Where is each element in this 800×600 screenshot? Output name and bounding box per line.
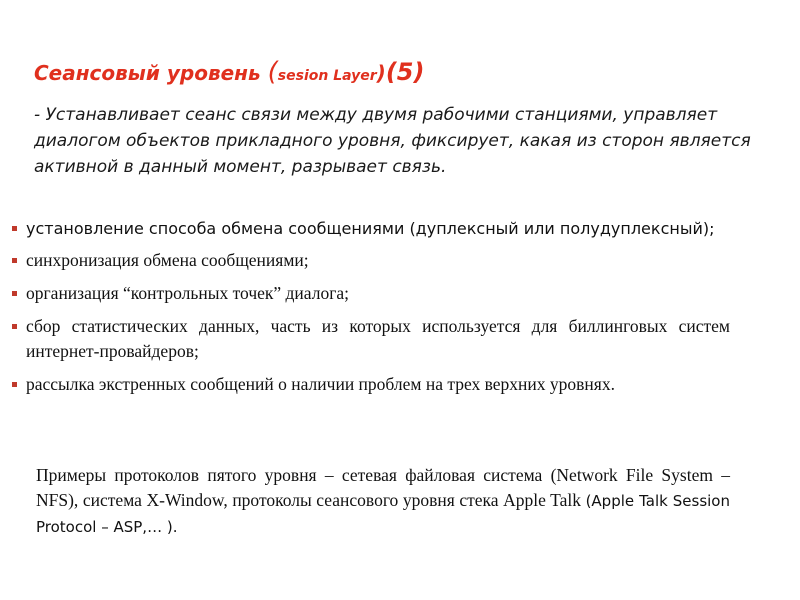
list-item-text: сбор статистических данных, часть из которых используется для биллинговых систем интернет-провайдеров; — [26, 316, 730, 361]
title-close-paren: ) — [376, 61, 386, 85]
title-latin: sesion Layer — [277, 68, 377, 84]
list-item — [12, 281, 730, 306]
square-bullet-icon — [12, 291, 17, 296]
list-item-text: рассылка экстренных сообщений о наличии проблем на трех верхних уровнях. — [26, 374, 615, 394]
title-main: Сеансовый уровень — [34, 61, 268, 85]
title-open-paren: ( — [267, 57, 278, 87]
list-item-text: синхронизация обмена сообщениями; — [26, 250, 309, 270]
list-item — [12, 248, 730, 273]
list-item — [12, 216, 730, 241]
examples-paragraph — [36, 463, 730, 540]
list-item-text: организация “контрольных точек” диалога; — [26, 283, 350, 303]
square-bullet-icon — [12, 226, 17, 231]
function-list — [12, 216, 730, 405]
square-bullet-icon — [12, 258, 17, 263]
slide-subtitle: - Устанавливает сеанс связи между двумя рабочими станциями, управляет диалогом объектов прикладного уровня, фиксирует, какая из сторон является активной в данный момент, разрывает связь. — [34, 105, 751, 177]
examples-text: Примеры протоколов пятого уровня – сетевая файловая система (Network File System – NFS), система X-Window, протоколы сеансового уровня стека Apple Talk — [36, 465, 730, 510]
slide-title — [34, 52, 754, 96]
examples-tail: (Apple Talk Session Protocol – ASP,… ). — [36, 492, 730, 536]
square-bullet-icon — [12, 324, 17, 329]
title-layer-number: (5) — [385, 58, 425, 86]
list-item-text: установление способа обмена сообщениями (дуплексный или полудуплексный); — [26, 219, 715, 238]
square-bullet-icon — [12, 382, 17, 387]
list-item — [12, 314, 730, 364]
list-item — [12, 372, 730, 397]
